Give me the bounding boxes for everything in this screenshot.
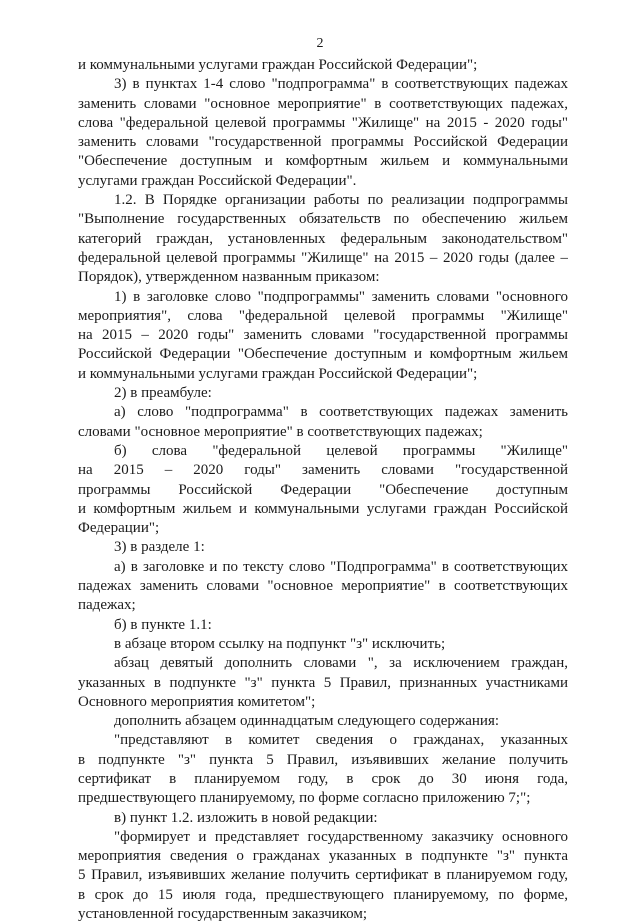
- text-line: а) в заголовке и по тексту слово "Подпрограмма" в соответствующих: [114, 558, 568, 575]
- text-line: 2) в преамбуле:: [114, 385, 212, 402]
- text-line: б) слова "федеральной целевой программы "Жилище": [114, 442, 568, 459]
- text-line: мероприятия", слова "федеральной целевой программы "Жилище": [78, 307, 568, 324]
- text-line: Основного мероприятия комитетом";: [78, 693, 316, 710]
- text-line: на 2015 – 2020 годы" заменить словами "государственной программы: [78, 327, 568, 344]
- text-line: и коммунальными услугами граждан Российской Федерации";: [78, 57, 478, 73]
- text-line: программы Российской Федерации "Обеспечение доступным: [78, 481, 568, 498]
- text-line: дополнить абзацем одиннадцатым следующего содержания:: [114, 713, 500, 730]
- text-line: слова "федеральной целевой программы "Жилище" на 2015 - 2020 годы": [78, 114, 568, 131]
- text-line: словами "основное мероприятие" в соответствующих падежах;: [78, 423, 483, 440]
- text-line: в срок до 15 июля года, предшествующего планируемому, по форме,: [78, 886, 568, 903]
- text-line: "представляют в комитет сведения о гражданах, указанных: [114, 732, 568, 749]
- text-line: в) пункт 1.2. изложить в новой редакции:: [114, 809, 378, 826]
- text-line: "Выполнение государственных обязательств по обеспечению жильем: [78, 211, 568, 228]
- text-line: мероприятия сведения о гражданах указанных в подпункте "з" пункта: [78, 848, 568, 865]
- text-line: заменить словами "основное мероприятие" в соответствующих падежах,: [78, 95, 568, 112]
- text-line: "формирует и представляет государственному заказчику основного: [114, 828, 568, 845]
- text-line: Порядок), утвержденном названным приказом:: [78, 269, 380, 286]
- text-line: и комфортным жильем и коммунальными услугами граждан Российской: [78, 500, 568, 517]
- text-line: б) в пункте 1.1:: [114, 616, 212, 633]
- text-line: Российской Федерации "Обеспечение доступным и комфортным жильем: [78, 346, 568, 363]
- text-line: абзац девятый дополнить словами ", за исключением граждан,: [114, 655, 568, 672]
- text-line: в подпункте "з" пункта 5 Правил, изъявивших желание получить: [78, 751, 568, 768]
- text-line: Федерации";: [78, 520, 160, 537]
- text-line: на 2015 – 2020 годы" заменить словами "государственной: [78, 462, 568, 479]
- text-line: в абзаце втором ссылку на подпункт "з" исключить;: [114, 635, 446, 652]
- text-line: установленной государственным заказчиком;: [78, 906, 368, 923]
- text-line: 1.2. В Порядке организации работы по реализации подпрограммы: [114, 192, 568, 209]
- text-line: 1) в заголовке слово "подпрограммы" заменить словами "основного: [114, 288, 568, 305]
- page-number: 2: [316, 36, 324, 51]
- text-line: падежах заменить словами "основное мероприятие" в соответствующих: [78, 578, 568, 595]
- text-line: сертификат в планируемом году, в срок до 30 июня года,: [78, 770, 568, 787]
- text-line: категорий граждан, установленных федеральным законодательством": [78, 230, 568, 247]
- text-line: заменить словами "государственной программы Российской Федерации: [78, 134, 568, 151]
- text-line: федеральной целевой программы "Жилище" на 2015 – 2020 годы (далее –: [78, 249, 568, 266]
- text-line: предшествующего планируемому, по форме согласно приложению 7;";: [78, 790, 531, 807]
- text-line: указанных в подпункте "з" пункта 5 Правил, признанных участниками: [78, 674, 568, 691]
- document-body: [78, 56, 568, 924]
- text-line: 5 Правил, изъявивших желание получить сертификат в планируемом году,: [78, 867, 568, 884]
- text-line: и коммунальными услугами граждан Российской Федерации";: [78, 365, 478, 382]
- text-line: а) слово "подпрограмма" в соответствующих падежах заменить: [114, 404, 568, 421]
- text-line: услугами граждан Российской Федерации".: [78, 172, 357, 189]
- text-line: падежах;: [78, 597, 136, 614]
- text-line: "Обеспечение доступным и комфортным жильем и коммунальными: [78, 153, 568, 170]
- text-line: 3) в разделе 1:: [114, 539, 205, 556]
- text-line: 3) в пунктах 1-4 слово "подпрограмма" в соответствующих падежах: [114, 76, 568, 93]
